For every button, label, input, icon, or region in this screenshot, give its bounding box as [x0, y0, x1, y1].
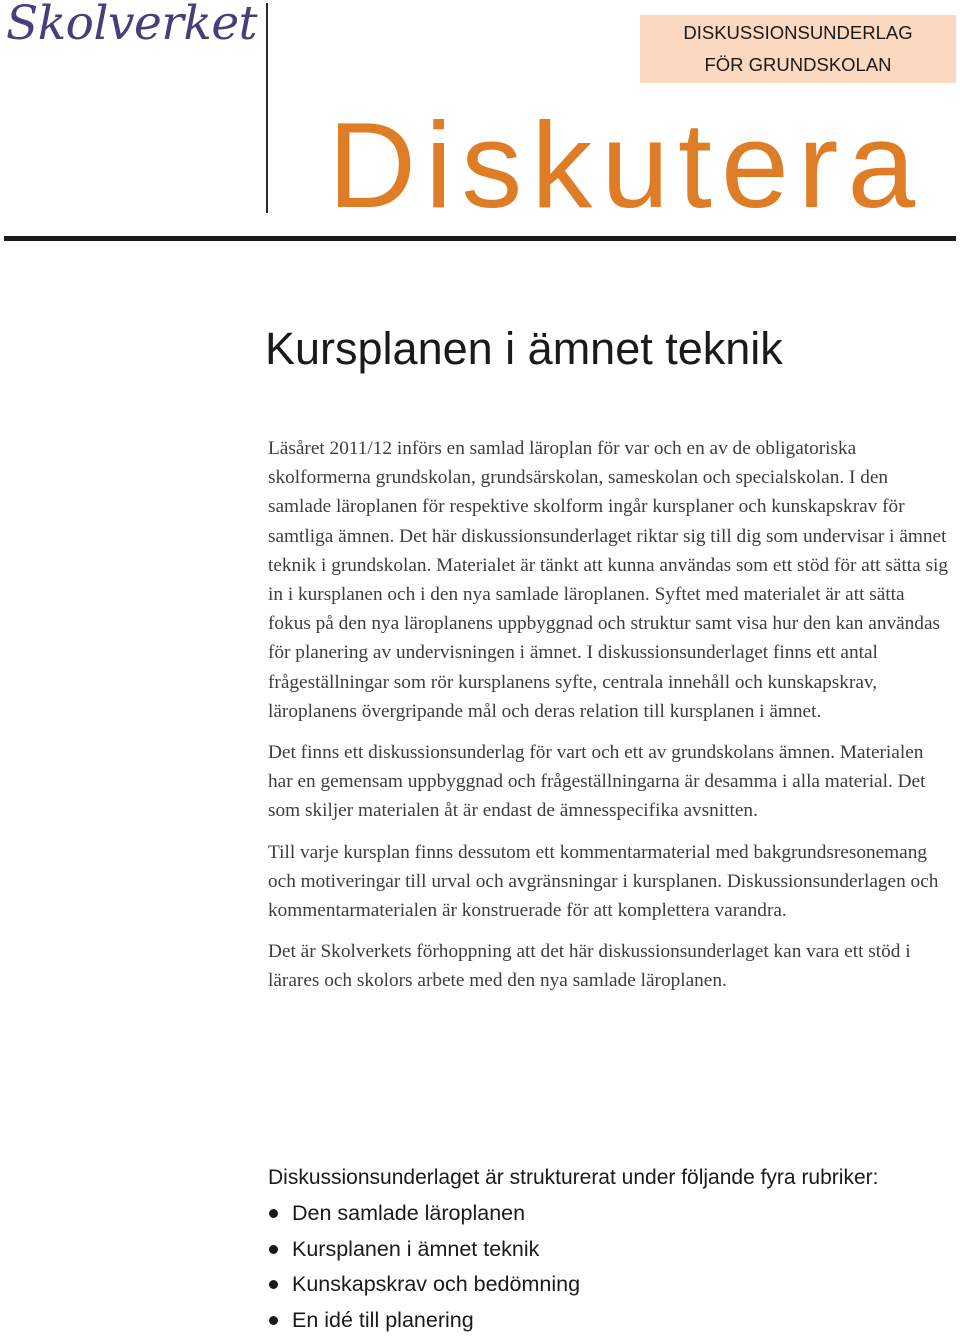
badge-line-1: DISKUSSIONSUNDERLAG — [683, 17, 912, 49]
document-subtitle: Kursplanen i ämnet teknik — [265, 326, 783, 371]
paragraph-hope: Det är Skolverkets förhoppning att det här diskussionsunderlaget kan vara ett stöd i lärares och skolors arbete med den nya samlade läroplanen. — [268, 937, 950, 995]
list-item-label: En idé till planering — [292, 1308, 474, 1332]
bullet-icon — [269, 1209, 278, 1218]
body-text — [268, 434, 950, 1008]
skolverket-logo: Skolverket — [6, 0, 257, 51]
list-item — [268, 1267, 958, 1303]
paragraph-commentary: Till varje kursplan finns dessutom ett kommentarmaterial med bakgrundsresonemang och motiveringar till urval och avgränsningar i kursplanen. Diskussionsunderlagen och kommentarmaterialen är konstruerade för att komplettera varandra. — [268, 838, 950, 926]
rubric-list — [268, 1196, 958, 1338]
bullet-icon — [269, 1280, 278, 1289]
horizontal-divider — [4, 236, 956, 241]
list-item — [268, 1196, 958, 1232]
paragraph-intro: Läsåret 2011/12 införs en samlad läroplan för var och en av de obligatoriska skolformerna grundskolan, grundsärskolan, sameskolan och specialskolan. I den samlade läroplanen för respektive skolform ingår kursplaner och kunskapskrav för samtliga ämnen. Det här diskussionsunderlaget riktar sig till dig som undervisar i ämnet teknik i grundskolan. Materialet är tänkt att kunna användas som ett stöd för att sätta sig in i kursplanen och i den nya samlade läroplanen. Syftet med materialet är att sätta fokus på den nya läroplanens uppbyggnad och struktur samt visa hur den kan användas för planering av undervisningen i ämnet. I diskussionsunderlaget finns ett antal frågeställningar som rör kursplanens syfte, centrala innehåll och kunskapskrav, läroplanens övergripande mål och deras relation till kursplanen i ämnet. — [268, 434, 950, 726]
structure-section — [268, 1160, 958, 1338]
list-item-label: Kursplanen i ämnet teknik — [292, 1237, 539, 1261]
badge-line-2: FÖR GRUNDSKOLAN — [704, 49, 891, 81]
paragraph-materials: Det finns ett diskussionsunderlag för vart och ett av grundskolans ämnen. Materialen har en gemensam uppbyggnad och frågeställningarna är desamma i alla material. Det som skiljer materialen åt är endast de ämnesspecifika avsnitten. — [268, 738, 950, 826]
bullet-icon — [269, 1316, 278, 1325]
structure-intro: Diskussionsunderlaget är strukturerat under följande fyra rubriker: — [268, 1160, 958, 1196]
page-title: Diskutera — [328, 104, 924, 226]
list-item-label: Den samlade läroplanen — [292, 1201, 525, 1225]
bullet-icon — [269, 1245, 278, 1254]
list-item — [268, 1232, 958, 1268]
vertical-divider — [266, 3, 268, 213]
list-item-label: Kunskapskrav och bedömning — [292, 1272, 580, 1296]
document-type-badge — [640, 15, 956, 83]
